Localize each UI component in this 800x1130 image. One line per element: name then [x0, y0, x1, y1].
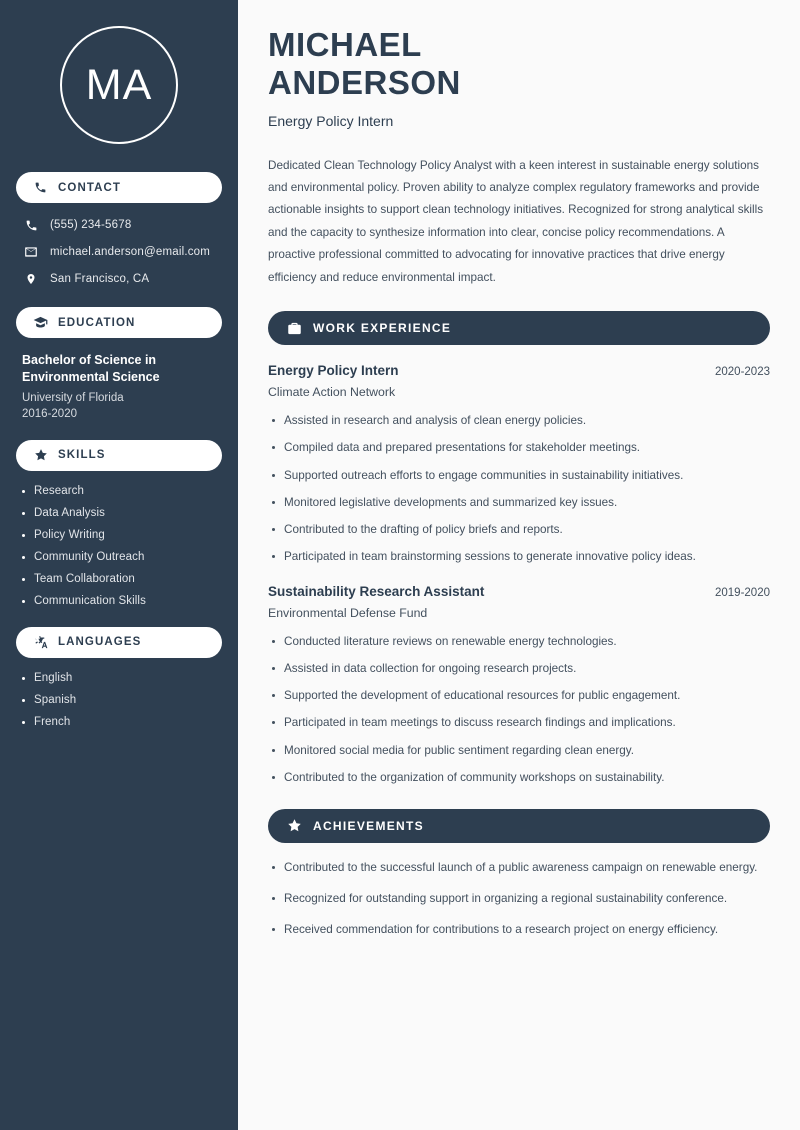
experience-entry: [268, 584, 770, 787]
list-item: Conducted literature reviews on renewable energy technologies.: [268, 633, 770, 651]
list-item: Supported outreach efforts to engage communities in sustainability initiatives.: [268, 467, 770, 485]
graduation-cap-icon: [32, 314, 49, 331]
experience-bullets: [268, 633, 770, 787]
avatar: [0, 26, 238, 144]
list-item: Contributed to the organization of community workshops on sustainability.: [268, 769, 770, 787]
list-item: Contributed to the drafting of policy briefs and reports.: [268, 521, 770, 539]
list-item: Assisted in research and analysis of clean energy policies.: [268, 412, 770, 430]
sidebar-heading-skills-label: SKILLS: [58, 449, 106, 462]
languages-block: [0, 672, 238, 728]
list-item: Policy Writing: [22, 529, 220, 541]
sidebar-heading-education-label: EDUCATION: [58, 316, 136, 329]
list-item: English: [22, 672, 220, 684]
sidebar-heading-languages-label: LANGUAGES: [58, 636, 142, 649]
star-icon: [286, 817, 303, 834]
page-title: [268, 26, 770, 103]
list-item: Participated in team brainstorming sessions to generate innovative policy ideas.: [268, 548, 770, 566]
list-item: Community Outreach: [22, 551, 220, 563]
location-pin-icon: [22, 271, 40, 287]
skills-list: [22, 485, 220, 607]
list-item: Contributed to the successful launch of a public awareness campaign on renewable energy.: [268, 859, 770, 878]
avatar-circle: [60, 26, 178, 144]
achievements-list: [268, 859, 770, 940]
email-icon: [22, 244, 40, 260]
sidebar-heading-education: [16, 307, 222, 338]
list-item: Supported the development of educational resources for public engagement.: [268, 687, 770, 705]
experience-entry: [268, 363, 770, 566]
phone-icon: [22, 217, 40, 233]
contact-item-phone: [22, 217, 220, 233]
list-item: Participated in team meetings to discuss research findings and implications.: [268, 714, 770, 732]
list-item: Compiled data and prepared presentations for stakeholder meetings.: [268, 439, 770, 457]
last-name: ANDERSON: [268, 64, 461, 102]
contact-list: [0, 217, 238, 287]
list-item: Research: [22, 485, 220, 497]
contact-email-value: michael.anderson@email.com: [50, 246, 211, 258]
education-school: University of Florida: [22, 391, 124, 404]
sidebar-heading-contact: [16, 172, 222, 203]
sidebar-heading-contact-label: CONTACT: [58, 181, 122, 194]
translate-icon: [32, 634, 49, 651]
list-item: Received commendation for contributions to a research project on energy efficiency.: [268, 921, 770, 940]
list-item: Recognized for outstanding support in organizing a regional sustainability conference.: [268, 890, 770, 909]
education-block: [0, 352, 238, 420]
languages-list: [22, 672, 220, 728]
phone-icon: [32, 179, 49, 196]
education-dates: 2016-2020: [22, 407, 77, 420]
skills-block: [0, 485, 238, 607]
main-content: [238, 0, 800, 1130]
experience-dates: 2020-2023: [715, 366, 770, 379]
sidebar-heading-languages: [16, 627, 222, 658]
section-heading-achievements: [268, 809, 770, 843]
experience-header: [268, 584, 770, 599]
experience-header: [268, 363, 770, 378]
briefcase-icon: [286, 320, 303, 337]
list-item: Communication Skills: [22, 595, 220, 607]
contact-phone-value: (555) 234-5678: [50, 219, 132, 231]
contact-item-location: [22, 271, 220, 287]
experience-organization: Environmental Defense Fund: [268, 606, 428, 621]
contact-item-email: [22, 244, 220, 260]
profile-summary: Dedicated Clean Technology Policy Analyst with a keen interest in sustainable energy solutions and environmental policy. Proven ability to analyze complex regulatory frameworks and provide actionable insights to support clean technology initiatives. Recognized for strong analytical skills and the capacity to synthesize information into clear, concise policy recommendations. A proactive professional committed to advocating for innovative practices that drive energy efficiency and reduce environmental impact.: [268, 158, 764, 284]
star-icon: [32, 447, 49, 464]
education-degree: Bachelor of Science in Environmental Science: [22, 353, 160, 384]
list-item: French: [22, 716, 220, 728]
experience-bullets: [268, 412, 770, 566]
contact-location-value: San Francisco, CA: [50, 273, 150, 285]
list-item: Monitored social media for public sentiment regarding clean energy.: [268, 742, 770, 760]
list-item: Monitored legislative developments and summarized key issues.: [268, 494, 770, 512]
first-name: MICHAEL: [268, 26, 422, 63]
sidebar-heading-skills: [16, 440, 222, 471]
section-heading-work-experience-label: WORK EXPERIENCE: [313, 321, 452, 336]
list-item: Team Collaboration: [22, 573, 220, 585]
list-item: Data Analysis: [22, 507, 220, 519]
section-heading-achievements-label: ACHIEVEMENTS: [313, 818, 424, 833]
experience-organization: Climate Action Network: [268, 385, 396, 400]
profile-title: Energy Policy Intern: [268, 112, 394, 129]
section-heading-work-experience: [268, 311, 770, 345]
avatar-initials: MA: [85, 60, 153, 109]
list-item: Spanish: [22, 694, 220, 706]
experience-dates: 2019-2020: [715, 587, 770, 600]
experience-role: Sustainability Research Assistant: [268, 584, 485, 600]
experience-role: Energy Policy Intern: [268, 363, 399, 379]
sidebar: [0, 0, 238, 1130]
list-item: Assisted in data collection for ongoing research projects.: [268, 660, 770, 678]
